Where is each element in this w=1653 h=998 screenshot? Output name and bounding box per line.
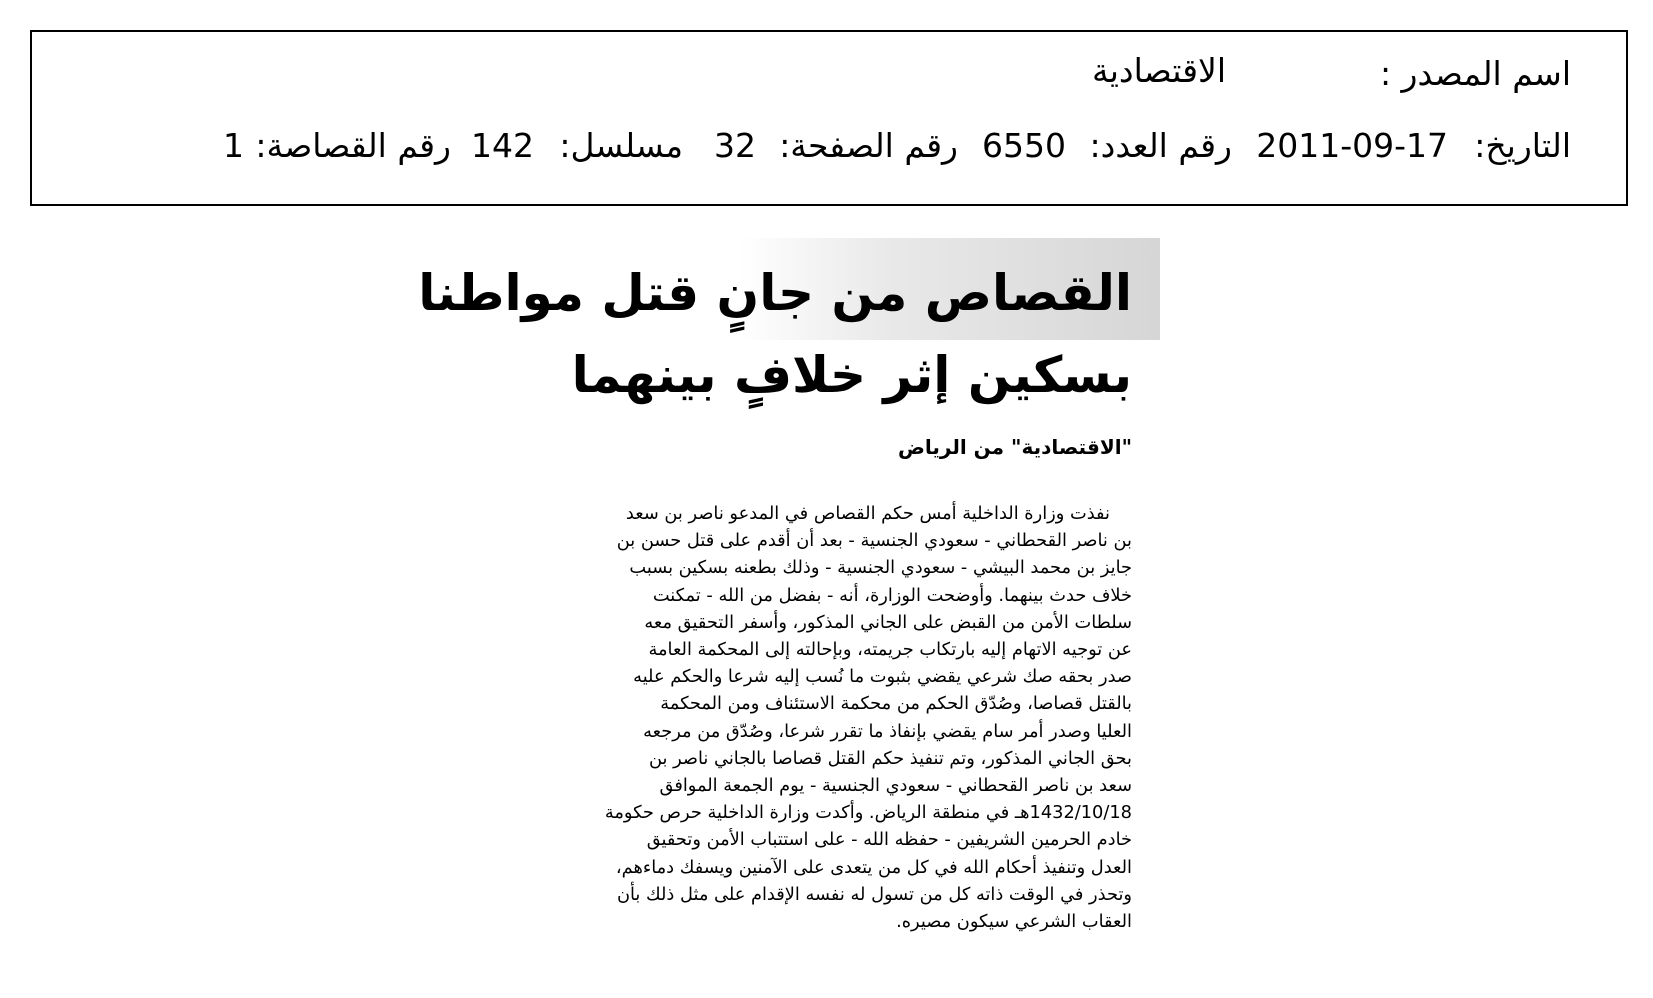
body-line: جايز بن محمد البيشي - سعودي الجنسية - وذلك بطعنه بسكين بسبب — [629, 557, 1132, 579]
date-label: التاريخ: — [1474, 126, 1571, 165]
issue-value: 6550 — [982, 126, 1066, 165]
news-article — [418, 238, 1160, 978]
body-line: العليا وصدر أمر سام يقضي بإنفاذ ما تقرر شرعا، وصُدّق من مرجعه — [643, 720, 1132, 742]
body-line: وتحذر في الوقت ذاته كل من تسول له نفسه الإقدام على مثل ذلك بأن — [616, 883, 1132, 905]
body-line: عن توجيه الاتهام إليه بارتكاب جريمته، وبإحالته إلى المحكمة العامة — [648, 639, 1132, 661]
serial-value: 142 — [471, 126, 534, 165]
source-value: الاقتصادية — [1092, 51, 1226, 90]
body-line: 1432/10/18هـ في منطقة الرياض. وأكدت وزارة الداخلية حرص حكومة — [604, 802, 1132, 824]
body-line: سعد بن ناصر القحطاني - سعودي الجنسية - يوم الجمعة الموافق — [659, 775, 1132, 797]
serial-label: مسلسل: — [559, 126, 683, 165]
body-line: خادم الحرمين الشريفين - حفظه الله - على استتباب الأمن وتحقيق — [646, 829, 1132, 851]
source-label: اسم المصدر : — [1379, 54, 1571, 93]
headline-line-2: بسكين إثر خلافٍ بينهما — [571, 346, 1132, 404]
body-line: العدل وتنفيذ أحكام الله في كل من يتعدى على الآمنين ويسفك دماءهم، — [615, 856, 1132, 878]
headline-line-1: القصاص من جانٍ قتل مواطنا — [418, 264, 1132, 322]
clip-number-value: 1 — [223, 126, 244, 165]
clip-number-label: رقم القصاصة: — [255, 126, 451, 165]
body-line: بن ناصر القحطاني - سعودي الجنسية - بعد أن أقدم على قتل حسن بن — [616, 530, 1132, 552]
body-line: العقاب الشرعي سيكون مصيره. — [896, 911, 1132, 933]
body-line: بالقتل قصاصا، وصُدّق الحكم من محكمة الاستئناف ومن المحكمة — [660, 693, 1132, 715]
body-line: خلاف حدث بينهما. وأوضحت الوزارة، أنه - بفضل من الله - تمكنت — [652, 584, 1132, 606]
byline: "الاقتصادية" من الرياض — [897, 435, 1132, 459]
body-line: نفذت وزارة الداخلية أمس حكم القصاص في المدعو ناصر بن سعد — [625, 503, 1110, 524]
body-line: صدر بحقه صك شرعي يقضي بثبوت ما نُسب إليه شرعا والحكم عليه — [633, 666, 1132, 688]
body-line: سلطات الأمن من القبض على الجاني المذكور، وأسفر التحقيق معه — [644, 611, 1132, 633]
body-line: بحق الجاني المذكور، وتم تنفيذ حكم القتل قصاصا بالجاني ناصر بن — [648, 747, 1132, 769]
article-body — [532, 500, 1132, 935]
page-number-label: رقم الصفحة: — [779, 126, 958, 165]
page-number-value: 32 — [714, 126, 756, 165]
date-value: 2011-09-17 — [1256, 126, 1448, 165]
issue-label: رقم العدد: — [1089, 126, 1232, 165]
clipping-metadata-box — [30, 30, 1628, 206]
